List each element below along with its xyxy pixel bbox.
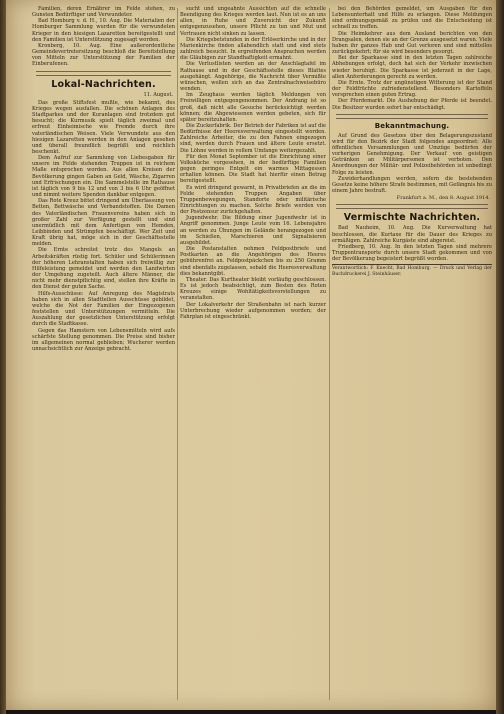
imprint-line: Verantwortlich: F. Knecht, Bad Homburg. — Druck und Verlag der Buchdruckerei J. Steinhäuser. — [332, 266, 492, 277]
date-line: 11. August. — [143, 91, 173, 98]
paragraph: Die Heimkehrer aus dem Ausland berichten von den Drangsalen, denen sie an der Grenze ausgesetzt waren. Viele haben ihr ganzes Hab und Gut verloren und sind mittellos zurückgekehrt; für sie wird besonders gesorgt. — [332, 30, 492, 56]
paragraph: Es wird dringend gewarnt, in Privatbriefen an die im Felde stehenden Truppen Angaben über Truppenbewegungen, Standorte oder militärische Einrichtungen zu machen. Solche Briefe werden von der Postzensur zurückgehalten. — [180, 184, 326, 216]
paragraph: bei den Behörden gemeldet, um Ausgaben für den Lebensunterhalt und Hilfe zu erlangen. Diese Meldungen sind ordnungsgemäß zu prüfen und die Entscheidung ist schnell zu treffen. — [332, 6, 492, 31]
article-body — [180, 6, 326, 320]
news-body — [332, 225, 492, 262]
column-1 — [32, 6, 175, 702]
column-3 — [332, 6, 492, 702]
page-edge-shadow — [496, 0, 504, 714]
article-body — [332, 6, 492, 111]
column-divider — [177, 8, 178, 700]
section-heading-vermischte: Vermischte Nachrichten. — [343, 212, 481, 224]
paragraph: Theater. Das Kurtheater bleibt vorläufig geschlossen. Es ist jedoch beabsichtigt, zum Besten des Roten Kreuzes einige Wohltätigkeitsvorstellungen zu veranstalten. — [180, 276, 326, 302]
notice-body — [332, 133, 492, 195]
paragraph: Kronberg, 10. Aug. Eine außerordentliche Gemeindevertretersitzung beschloß die Bereitstellung von Mitteln zur Unterstützung der Familien der Einberufenen. — [32, 42, 175, 68]
paragraph: Die Kriegsbetstunden in der Erlöserkirche und in der Marienkirche finden allabendlich statt und sind stets zahlreich besucht. In ergreifenden Ansprachen werden die Gläubigen zur Standhaftigkeit ermahnt. — [180, 36, 326, 62]
paragraph: Familien, deren Ernährer im Felde stehen, zu Gunsten Bedürftiger und Verwundeter. — [32, 6, 175, 19]
newspaper-page — [6, 0, 496, 710]
paragraph: Der Pferdemarkt. Die Aushebung der Pferde ist beendet. Die Besitzer wurden sofort bar entschädigt. — [332, 98, 492, 111]
paragraph: Bei der Sparkasse sind in den letzten Tagen zahlreiche Abhebungen erfolgt, doch hat sich der Verkehr inzwischen wieder beruhigt. Die Sparkasse ist jederzeit in der Lage, allen Anforderungen gerecht zu werden. — [332, 55, 492, 80]
paragraph: Die Verlustlisten werden an der Anschlagtafel im Rathause und in der Geschäftsstelle dieses Blattes ausgehängt. Angehörige, die Nachricht über Vermißte wünschen, wollen sich an das Zentralnachweisebüro wenden. — [180, 61, 326, 93]
notice-signature: Frankfurt a. M., den 8. August 1914. — [396, 195, 490, 202]
column-2 — [180, 6, 326, 702]
paragraph: Der Lokalverkehr der Straßenbahn ist nach kurzer Unterbrechung wieder aufgenommen worden; der Fahrplan ist eingeschränkt. — [180, 301, 326, 320]
notice-heading: Bekanntmachung. — [374, 121, 450, 130]
paragraph: Das große Stiftsfest mußte, wie bekannt, des Krieges wegen ausfallen. Die schönen Anlagen des Stadtparkes und der Kuranlagen sind trotzdem gut besucht; die Kurmusik spielt täglich zweimal und erfreut Einheimische wie Fremde durch ihre vaterländischen Weisen. Viele Verwundete aus den hiesigen Lazaretten werden in den Anlagen gesehen und überall freundlich begrüßt und reichlich beschenkt. — [32, 99, 175, 155]
section-divider — [36, 71, 171, 76]
paragraph: Auf Grund des Gesetzes über den Belagerungszustand wird für den Bezirk der Stadt folgendes angeordnet: Alle öffentlichen Versammlungen und Umzüge bedürfen der vorherigen Genehmigung. Der Verkauf von geistigen Getränken an Militärpersonen ist verboten. Den Anordnungen der Militär- und Polizeibehörden ist unbedingt Folge zu leisten. — [332, 132, 492, 176]
paragraph: sucht und ungeahnte Aussichten auf die schnelle Beendigung des Krieges werden laut. Nun ist es an uns allen, in Ruhe und Zuversicht der Zukunft entgegenzusehen, unsere Pflicht zu tun und Mut und Vertrauen nicht sinken zu lassen. — [180, 6, 326, 37]
paragraph: Die Ernte schreitet trotz des Mangels an Arbeitskräften rüstig fort. Schüler und Schülerinnen der höheren Lehranstalten haben sich freiwillig zur Hilfeleistung gemeldet und werden den Landwirten der Umgebung zugeteilt. Auch ältere Männer, die nicht mehr dienstpflichtig sind, stellen ihre Kräfte in den Dienst der guten Sache. — [32, 247, 175, 291]
paragraph: Bad Homburg v. d. H., 10. Aug. Die Materialien der Homburger Sammlung wurden für die verwundeten Krieger in den hiesigen Lazaretten bereitgestellt und den Familien ist Unterstützung zugesagt worden. — [32, 18, 175, 43]
section-heading-lokal: Lokal-Nachrichten. — [51, 78, 156, 90]
column-divider — [329, 8, 330, 700]
section-divider — [336, 204, 488, 209]
paragraph: Für den Monat September ist die Einrichtung einer Volksküche vorgesehen, in der bedürftige Familien gegen geringes Entgelt ein warmes Mittagessen erhalten können. Die Stadt hat hierfür einen Betrag bereitgestellt. — [180, 153, 326, 185]
paragraph: Bad Nauheim, 10. Aug. Die Kurverwaltung hat beschlossen, die Kurtaxe für die Dauer des Krieges zu ermäßigen. Zahlreiche Kurgäste sind abgereist. — [332, 225, 492, 244]
section-divider — [336, 114, 488, 119]
paragraph: Die Zuckerfabrik. Der Betrieb der Fabriken ist auf die Bedürfnisse der Heeresverwaltung eingestellt worden. Zahlreiche Arbeiter, die zu den Fahnen eingezogen sind, werden durch Frauen und ältere Leute ersetzt. Die Löhne werden in vollem Umfange weitergezahlt. — [180, 122, 326, 154]
paragraph: Die Ernte. Trotz der ungünstigen Witterung ist der Stand der Feldfrüchte zufriedenstellend. Besonders Kartoffeln versprechen einen guten Ertrag. — [332, 79, 492, 99]
paragraph: Das Rote Kreuz bittet dringend um Überlassung von Betten, Bettwäsche und Verbandstoffen. Die Damen des Vaterländischen Frauenvereins haben sich in großer Zahl zur Verfügung gestellt und sind unermüdlich mit dem Anfertigen von Hemden, Leibbinden und Strümpfen beschäftigt. Wer Zeit und Kraft übrig hat, möge sich in der Geschäftsstelle melden. — [32, 198, 175, 248]
paragraph: Gegen das Hamstern von Lebensmitteln wird aufs schärfste Stellung genommen. Die Preise sind bisher im allgemeinen normal geblieben; Wucherer werden unnachsichtlich zur Anzeige gebracht. — [32, 327, 175, 352]
paragraph: Dem Aufruf zur Sammlung von Liebesgaben für unsere im Felde stehenden Truppen ist in reichem Maße entsprochen worden. Aus allen Kreisen der Bevölkerung gingen Gaben an Geld, Wäsche, Zigarren und Erfrischungen ein. Die Sammelstelle im Rathause ist täglich von 9 bis 12 und von 3 bis 6 Uhr geöffnet und nimmt weitere Spenden dankbar entgegen. — [32, 155, 175, 199]
paragraph: Jugendwehr. Die Bildung einer Jugendwehr ist in Angriff genommen. Junge Leute vom 16. Lebensjahre an werden zu Übungen im Gelände herangezogen und im Schießen, Marschieren und Signalisieren ausgebildet. — [180, 215, 326, 246]
intro-block — [32, 6, 175, 68]
paragraph: Friedberg, 10. Aug. In den letzten Tagen sind mehrere Truppentransporte durch unsere Stadt gekommen und von der Bevölkerung begeistert begrüßt worden. — [332, 243, 492, 263]
paragraph: Die Postanstalten nehmen Feldpostbriefe und Postkarten an die Angehörigen des Heeres gebührenfrei an. Feldpostpäckchen bis zu 250 Gramm sind ebenfalls zugelassen, sobald die Heeresverwaltung dies bekanntgibt. — [180, 246, 326, 277]
article-body — [32, 100, 175, 352]
paragraph: Im Zeughaus werden täglich Meldungen von Freiwilligen entgegengenommen. Der Andrang ist so groß, daß nicht alle Gesuche berücksichtigt werden können; die Abgewiesenen werden gebeten, sich für später bereitzuhalten. — [180, 92, 326, 123]
paragraph: Zuwiderhandlungen werden, sofern die bestehenden Gesetze keine höhere Strafe bestimmen, mit Gefängnis bis zu einem Jahre bestraft. — [332, 175, 492, 195]
paragraph: Hilfs-Ausschüsse: Auf Anregung des Magistrats haben sich in allen Stadtteilen Ausschüsse gebildet, welche die Not der Familien der Eingezogenen feststellen und Unterstützungen vermitteln. Die Auszahlung der gesetzlichen Unterstützung erfolgt durch die Stadtkasse. — [32, 290, 175, 328]
